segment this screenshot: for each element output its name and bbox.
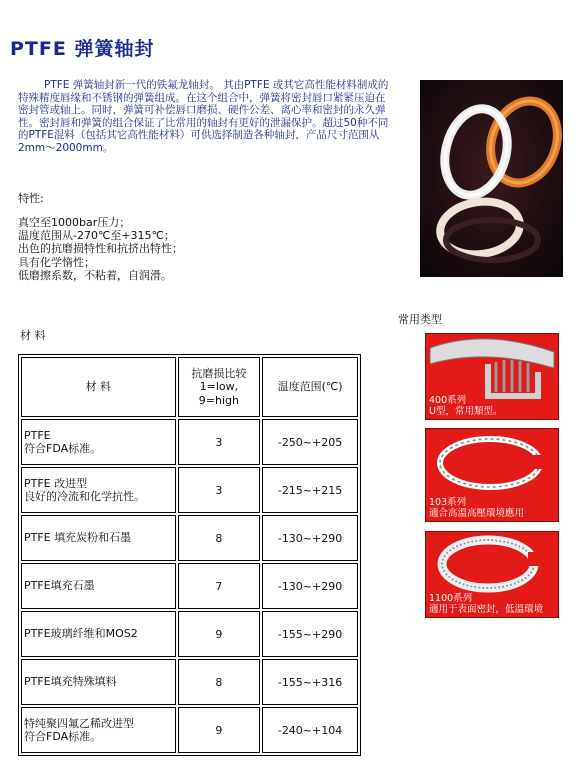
wear-value: 7 [178, 563, 260, 609]
material-name [21, 419, 176, 465]
type-card-103 [425, 428, 559, 522]
wear-value: 9 [178, 707, 260, 753]
col-wear-high: 9=high [198, 393, 239, 407]
wear-value: 8 [178, 515, 260, 561]
page-title: PTFE 弹簧轴封 [10, 38, 155, 60]
material-name: PTFE填充石墨 [21, 563, 176, 609]
table-row [21, 515, 358, 561]
material-name-line: PTFE 改进型 [24, 476, 88, 490]
col-wear [178, 357, 260, 417]
temp-range: -130~+290 [262, 563, 358, 609]
col-wear-low: 1=low, [199, 380, 239, 394]
intro-paragraph: PTFE 弹簧轴封新一代的铁氟龙轴封。 其由PTFE 或其它高性能材料制成的特殊精度唇缘和不锈钢的弹簧组成。在这个组合中，弹簧将密封唇口紧紧压迫在密封管或轴上。同时，弹簧可补偿唇口磨损、硬件公差、离心率和密封的永久弹性。密封唇和弹簧的组合保证了比常用的轴封有更好的泄漏保护。超过50种不同的PTFE混料（包括其它高性能材料）可供选择制造各种轴封，产品尺寸范围从2mm～2000mm。 [18, 79, 389, 154]
wear-value: 3 [178, 467, 260, 513]
type-desc: 適合高溫高壓環境應用 [429, 508, 525, 519]
table-row [21, 611, 358, 657]
temp-range: -215~+215 [262, 467, 358, 513]
table-header-row [21, 357, 358, 417]
features-list [18, 216, 183, 282]
col-temperature: 温度范围(℃) [262, 357, 358, 417]
material-name: PTFE填充特殊填料 [21, 659, 176, 705]
wear-value: 3 [178, 419, 260, 465]
feature-item: 真空至1000bar压力； [18, 216, 131, 229]
material-name [21, 467, 176, 513]
features-heading: 特性: [18, 192, 44, 205]
material-name-line: 特纯聚四氟乙稀改进型 [24, 716, 134, 730]
temp-range: -155~+290 [262, 611, 358, 657]
material-name [21, 707, 176, 753]
temp-range: -130~+290 [262, 515, 358, 561]
material-name-line: PTFE [24, 428, 51, 442]
temp-range: -250~+205 [262, 419, 358, 465]
feature-item: 具有化学惰性； [18, 255, 95, 269]
type-series: 103系列 [429, 497, 467, 508]
wear-value: 8 [178, 659, 260, 705]
col-wear-title: 抗磨损比较 [191, 366, 247, 380]
type-series: 1100系列 [429, 593, 473, 604]
table-row [21, 563, 358, 609]
col-material: 材 料 [21, 357, 176, 417]
type-card-caption [429, 593, 543, 615]
materials-table [18, 354, 361, 756]
feature-item: 温度范围从-270℃至+315℃； [18, 229, 175, 243]
material-name: PTFE 填充炭粉和石墨 [21, 515, 176, 561]
temp-range: -155~+316 [262, 659, 358, 705]
type-desc: 適用于表面密封，低溫環境 [429, 604, 544, 615]
type-card-400 [425, 333, 559, 420]
material-name-line: 良好的冷流和化学抗性。 [24, 490, 145, 503]
wear-value: 9 [178, 611, 260, 657]
type-card-1100 [425, 531, 559, 618]
material-name-line: 符合FDA标准。 [24, 442, 102, 455]
type-series: 400系列 [429, 395, 467, 406]
material-name-line: 符合FDA标准。 [24, 730, 102, 743]
type-card-caption [429, 395, 502, 417]
type-desc: U型，常用類型。 [429, 406, 503, 417]
table-row [21, 467, 358, 513]
table-row [21, 707, 358, 753]
table-row [21, 659, 358, 705]
table-row [21, 419, 358, 465]
temp-range: -240~+104 [262, 707, 358, 753]
feature-item: 低磨擦系数，不粘着，自润滑。 [18, 268, 172, 282]
product-photo [420, 80, 563, 277]
types-heading: 常用类型 [398, 313, 442, 326]
feature-item: 出色的抗磨损特性和抗挤出特性； [18, 242, 183, 256]
materials-heading: 材 料 [20, 329, 46, 342]
material-name: PTFE玻璃纤维和MOS2 [21, 611, 176, 657]
type-card-caption [429, 497, 524, 519]
